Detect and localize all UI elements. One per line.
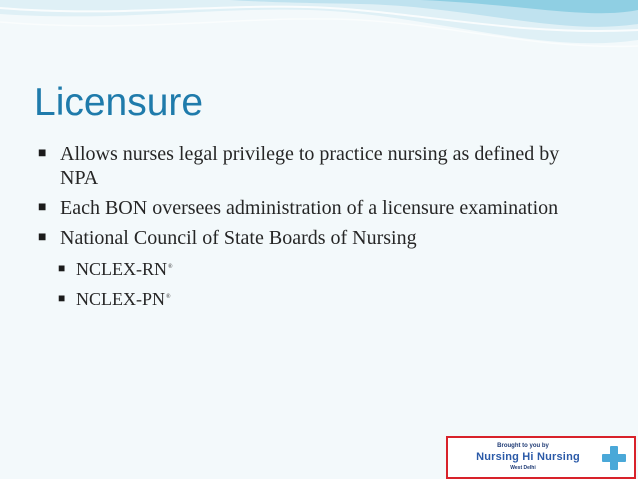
slide-title: Licensure	[34, 81, 204, 124]
medical-cross-icon	[600, 444, 628, 472]
bullet-text: Allows nurses legal privilege to practice nursing as defined by NPA	[60, 143, 560, 189]
square-bullet-icon: ■	[38, 146, 47, 161]
square-bullet-icon: ■	[58, 261, 66, 275]
bullet-item	[34, 196, 594, 220]
bullet-list	[34, 142, 594, 316]
bullet-item	[34, 226, 594, 250]
badge-location: West Delhi	[510, 465, 536, 471]
sponsor-badge	[446, 436, 636, 479]
sub-bullet-item	[34, 256, 594, 280]
registered-mark: ®	[168, 264, 173, 270]
square-bullet-icon: ■	[58, 291, 66, 305]
header-wave-decoration	[0, 0, 638, 80]
sub-bullet-item	[34, 286, 594, 310]
bullet-text: Each BON oversees administration of a licensure examination	[60, 197, 559, 219]
square-bullet-icon: ■	[38, 230, 47, 245]
bullet-text: National Council of State Boards of Nursing	[60, 227, 417, 249]
badge-tagline: Brought to you by	[497, 443, 549, 449]
sub-bullet-text: NCLEX-RN	[76, 259, 167, 279]
sub-bullet-text: NCLEX-PN	[76, 289, 165, 309]
registered-mark: ®	[166, 294, 171, 300]
badge-name: Nursing Hi Nursing	[476, 451, 580, 463]
bullet-item	[34, 142, 594, 190]
square-bullet-icon: ■	[38, 200, 47, 215]
